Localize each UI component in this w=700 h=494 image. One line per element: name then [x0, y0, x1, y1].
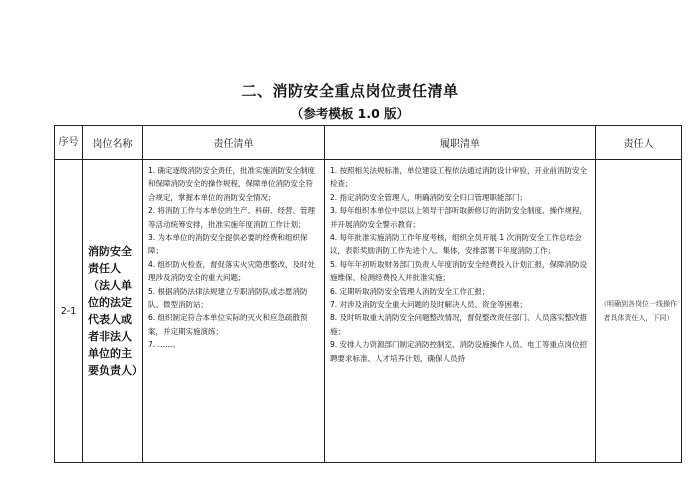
duty-item: 5. 每年年初听取财务部门负责人年度消防安全经费投入计划汇报，保障消防设施维保、检测经费投入并批准实施；: [330, 259, 588, 283]
duties-cell: [325, 160, 596, 463]
responsibility-item: 2. 将消防工作与本单位的生产、科研、经营、管理等活动统筹安排，批准实施年度消防工作计划；: [148, 206, 316, 229]
page-title: 二、消防安全重点岗位责任清单: [241, 82, 459, 100]
responsibility-item: 4. 组织防火检查，督促落实火灾隐患整改，及时处理涉及消防安全的重大问题；: [148, 259, 316, 283]
responsible-note: （明确到各岗位一线操作者具体责任人，下同）: [600, 300, 677, 322]
responsibility-item: 3. 为本单位的消防安全提供必要的经费和组织保障；: [148, 233, 308, 256]
duty-item: 1. 按照相关法规标准，单位建设工程依法通过消防设计审验，开业前消防安全检查；: [330, 166, 588, 189]
header-position: 岗位名称: [83, 126, 143, 160]
table-header-row: [55, 126, 682, 160]
row-num: 2-1: [55, 160, 83, 463]
position-cell: [83, 160, 143, 463]
duties-list: [325, 160, 595, 462]
header-num: 序号: [55, 126, 83, 160]
duty-item: 8. 及时听取重大消防安全问题整改情况，督促整改责任部门、人员落实整改措施；: [330, 313, 588, 336]
responsibilities-cell: [143, 160, 325, 463]
responsibility-item: 7. ……。: [148, 340, 181, 350]
header-responsible: 责任人: [596, 126, 682, 160]
duty-item: 3. 每年组织本单位中层以上领导干部听取新修订的消防安全制度、操作规程，并开展消防安全警示教育；: [330, 206, 588, 229]
position-name: 消防安全责任人（法人单位的法定代表人或者非法人单位的主要负责人）: [88, 245, 143, 377]
responsibility-item: 1. 确定逐级消防安全责任，批准实施消防安全制度和保障消防安全的操作规程，保障单位消防安全符合规定，掌握本单位的消防安全情况；: [148, 166, 316, 202]
duty-item: 4. 每年批准实施消防工作年度考核，组织全员开展 1 次消防安全工作总结会议，表彰奖励消防工作先进个人、集体，安排部署下年度消防工作；: [330, 233, 582, 256]
duty-item: 2. 指定消防安全管理人，明确消防安全归口管理职能部门；: [330, 192, 528, 202]
table-row: [55, 160, 682, 463]
header-duties: 履职清单: [325, 126, 596, 160]
duty-item: 6. 定期听取消防安全管理人消防安全工作汇报；: [330, 286, 490, 296]
responsible-cell: [596, 160, 682, 463]
header-responsibilities: 责任清单: [143, 126, 325, 160]
responsibility-table: [54, 125, 682, 463]
responsibilities-list: [143, 160, 324, 462]
responsibility-item: 6. 组织制定符合本单位实际的灭火和应急疏散预案，并定期实施演练；: [148, 313, 308, 336]
responsibility-item: 5. 根据消防法律法规建立专职消防队或志愿消防队、微型消防站；: [148, 286, 308, 310]
duty-item: 9. 安排人力资源部门制定消防控制室、消防设施操作人员、电工等重点岗位招聘要求标准、人才培养计划，确保人员持: [330, 340, 588, 363]
duty-item: 7. 对涉及消防安全重大问题的及时解决人员、资金等困难；: [330, 300, 528, 310]
page-subtitle: （参考模板 1.0 版）: [290, 106, 410, 121]
